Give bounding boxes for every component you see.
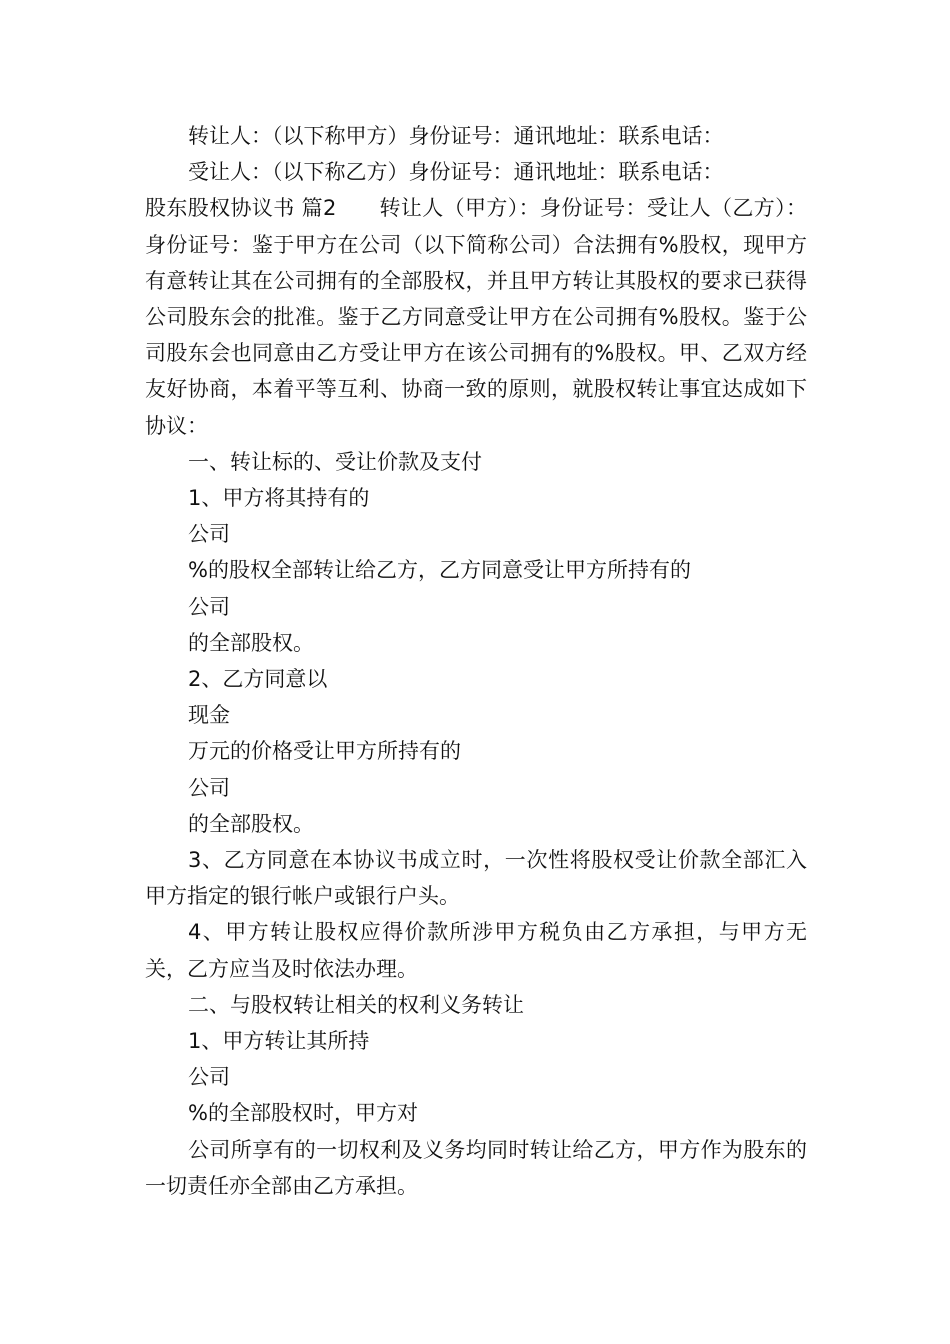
clause-2-1: 1、甲方转让其所持: [188, 1029, 370, 1054]
clause-1-4: 4、甲方转让股权应得价款所涉甲方税负由乙方承担，与甲方无关，乙方应当及时依法办理。: [145, 920, 807, 981]
document-body: [145, 118, 807, 1204]
clause-1-2-end: 的全部股权。: [188, 811, 314, 836]
clause-1-2-company: 公司: [188, 775, 230, 800]
clause-2-1-company: 公司: [188, 1065, 230, 1090]
clause-1-1-end: 的全部股权。: [188, 630, 314, 655]
section-heading-2: 二、与股权转让相关的权利义务转让: [188, 992, 524, 1017]
paragraph-agreement-intro: 股东股权协议书 篇2 转让人（甲方）：身份证号：受让人（乙方）：身份证号：鉴于甲方在公司（以下简称公司）合法拥有%股权，现甲方有意转让其在公司拥有的全部股权，并且甲方转让其股权的要求已获得公司股东会的批准。鉴于乙方同意受让甲方在公司拥有%股权。鉴于公司股东会也同意由乙方受让甲方在该公司拥有的%股权。甲、乙双方经友好协商，本着平等互利、协商一致的原则，就股权转让事宜达成如下协议：: [145, 196, 807, 438]
section-heading-1: 一、转让标的、受让价款及支付: [188, 449, 482, 474]
clause-1-1-company: 公司: [188, 522, 230, 547]
paragraph-transferee: 受让人：（以下称乙方）身份证号：通讯地址：联系电话：: [188, 160, 724, 185]
clause-2-1-end: 公司所享有的一切权利及义务均同时转让给乙方，甲方作为股东的一切责任亦全部由乙方承担。: [145, 1137, 807, 1198]
clause-1-1-percent: %的股权全部转让给乙方，乙方同意受让甲方所持有的: [188, 558, 691, 583]
clause-1-2: 2、乙方同意以: [188, 667, 328, 692]
paragraph-transferor: 转让人：（以下称甲方）身份证号：通讯地址：联系电话：: [188, 124, 724, 148]
clause-1-1-company-2: 公司: [188, 594, 230, 619]
clause-1-2-cash: 现金: [188, 703, 230, 728]
clause-1-2-price: 万元的价格受让甲方所持有的: [188, 739, 461, 764]
clause-1-3: 3、乙方同意在本协议书成立时，一次性将股权受让价款全部汇入甲方指定的银行帐户或银行户头。: [145, 848, 807, 909]
clause-1-1: 1、甲方将其持有的: [188, 486, 370, 511]
clause-2-1-percent: %的全部股权时，甲方对: [188, 1101, 418, 1126]
